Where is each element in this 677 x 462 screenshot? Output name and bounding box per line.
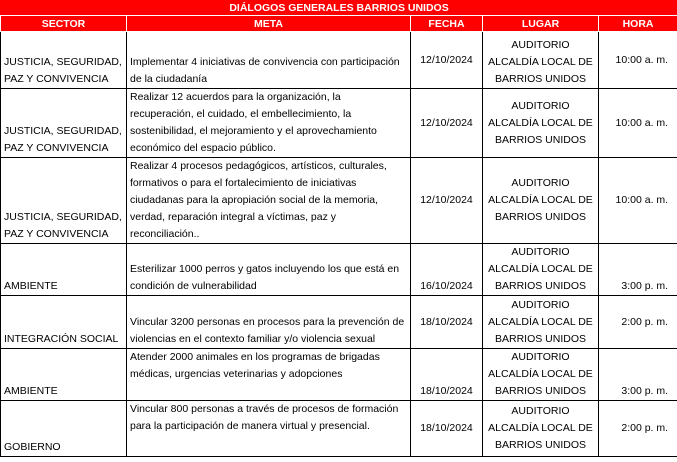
lugar-cell[interactable]: AUDITORIO ALCALDÍA LOCAL DE BARRIOS UNIDOS [483, 401, 599, 457]
header-hora[interactable]: HORA [599, 16, 677, 32]
sector-cell[interactable]: INTEGRACIÓN SOCIAL [1, 296, 127, 349]
title-row [1, 1, 677, 16]
fecha-cell[interactable]: 12/10/2024 [411, 32, 483, 89]
table-row [1, 401, 677, 457]
table-row [1, 158, 677, 244]
hora-cell[interactable]: 3:00 p. m. [599, 244, 677, 296]
hora-cell[interactable]: 10:00 a. m. [599, 158, 677, 244]
meta-cell[interactable]: Realizar 4 procesos pedagógicos, artísticos, culturales, formativos o para el fortalecimiento de iniciativas ciudadanas para la apropiación social de la memoria, verdad, reparación integral a víctimas, paz y reconciliación.. [127, 158, 411, 244]
lugar-cell[interactable]: AUDITORIO ALCALDÍA LOCAL DE BARRIOS UNIDOS [483, 349, 599, 401]
meta-cell[interactable]: Realizar 12 acuerdos para la organización, la recuperación, el cuidado, el embellecimiento, la sostenibilidad, el mejoramiento y el aprovechamiento económico del espacio público. [127, 89, 411, 158]
header-lugar[interactable]: LUGAR [483, 16, 599, 32]
table-title[interactable]: DIÁLOGOS GENERALES BARRIOS UNIDOS [1, 1, 677, 16]
lugar-cell[interactable]: AUDITORIO ALCALDÍA LOCAL DE BARRIOS UNIDOS [483, 158, 599, 244]
lugar-cell[interactable]: AUDITORIO ALCALDÍA LOCAL DE BARRIOS UNIDOS [483, 296, 599, 349]
hora-cell[interactable]: 3:00 p. m. [599, 349, 677, 401]
sector-cell[interactable]: AMBIENTE [1, 349, 127, 401]
hora-cell[interactable]: 2:00 p. m. [599, 401, 677, 457]
header-sector[interactable]: SECTOR [1, 16, 127, 32]
fecha-cell[interactable]: 18/10/2024 [411, 296, 483, 349]
table-row [1, 89, 677, 158]
lugar-cell[interactable]: AUDITORIO ALCALDÍA LOCAL DE BARRIOS UNIDOS [483, 244, 599, 296]
sector-cell[interactable]: JUSTICIA, SEGURIDAD, PAZ Y CONVIVENCIA [1, 32, 127, 89]
fecha-cell[interactable]: 16/10/2024 [411, 244, 483, 296]
sector-cell[interactable]: JUSTICIA, SEGURIDAD, PAZ Y CONVIVENCIA [1, 89, 127, 158]
sector-cell[interactable]: AMBIENTE [1, 244, 127, 296]
table-row [1, 296, 677, 349]
header-row [1, 16, 677, 32]
header-fecha[interactable]: FECHA [411, 16, 483, 32]
lugar-cell[interactable]: AUDITORIO ALCALDÍA LOCAL DE BARRIOS UNIDOS [483, 32, 599, 89]
header-meta[interactable]: META [127, 16, 411, 32]
meta-cell[interactable]: Vincular 3200 personas en procesos para la prevención de violencias en el contexto familiar y/o violencia sexual [127, 296, 411, 349]
table-row [1, 32, 677, 89]
sector-cell[interactable]: JUSTICIA, SEGURIDAD, PAZ Y CONVIVENCIA [1, 158, 127, 244]
hora-cell[interactable]: 2:00 p. m. [599, 296, 677, 349]
lugar-cell[interactable]: AUDITORIO ALCALDÍA LOCAL DE BARRIOS UNIDOS [483, 89, 599, 158]
hora-cell[interactable]: 10:00 a. m. [599, 32, 677, 89]
fecha-cell[interactable]: 12/10/2024 [411, 158, 483, 244]
table-row [1, 349, 677, 401]
meta-cell[interactable]: Implementar 4 iniciativas de convivencia con participación de la ciudadanía [127, 32, 411, 89]
meta-cell[interactable]: Vincular 800 personas a través de procesos de formación para la participación de manera virtual y presencial. [127, 401, 411, 457]
table-row [1, 244, 677, 296]
meta-cell[interactable]: Esterilizar 1000 perros y gatos incluyendo los que está en condición de vulnerabilidad [127, 244, 411, 296]
hora-cell[interactable]: 10:00 a. m. [599, 89, 677, 158]
fecha-cell[interactable]: 18/10/2024 [411, 349, 483, 401]
fecha-cell[interactable]: 12/10/2024 [411, 89, 483, 158]
meta-cell[interactable]: Atender 2000 animales en los programas de brigadas médicas, urgencias veterinarias y adopciones [127, 349, 411, 401]
sector-cell[interactable]: GOBIERNO [1, 401, 127, 457]
fecha-cell[interactable]: 18/10/2024 [411, 401, 483, 457]
